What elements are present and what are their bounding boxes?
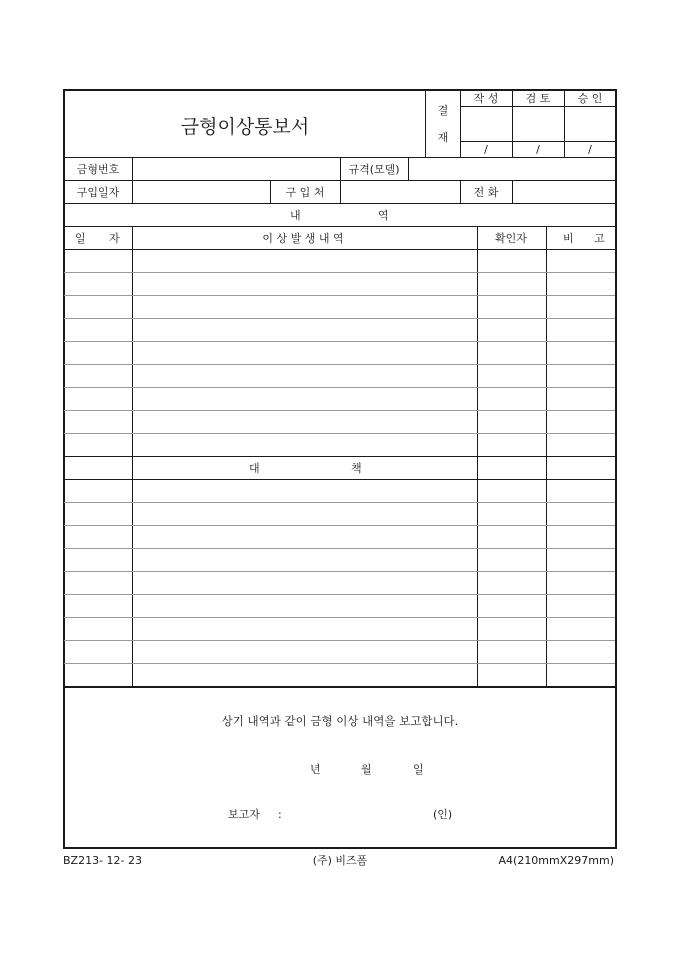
page-title: 금형이상통보서 — [180, 116, 310, 138]
company-name: (주) 비즈폼 — [312, 854, 368, 867]
col-note-char2: 고 — [594, 232, 605, 245]
info-row-line-3 — [63, 203, 617, 204]
mold-no-label: 금형번호 — [76, 163, 120, 176]
approval-date-author: / — [484, 143, 488, 156]
date-year-label: 년 — [310, 763, 321, 776]
seal-mark: (인) — [433, 808, 453, 821]
measures-header-top-line — [63, 456, 617, 457]
frame-top — [63, 89, 617, 91]
col-date-char2: 자 — [109, 232, 120, 245]
report-statement: 상기 내역과 같이 금형 이상 내역을 보고합니다. — [221, 714, 459, 728]
approval-role-approver: 승 인 — [577, 92, 603, 105]
phone-field[interactable] — [513, 181, 614, 202]
reporter-label: 보고자 — [228, 808, 260, 821]
approval-date-line — [460, 141, 616, 142]
vendor-label: 구 입 처 — [285, 186, 325, 199]
measures-rows-area[interactable] — [64, 480, 615, 686]
approval-role-author: 작 성 — [473, 92, 499, 105]
details-heading-left: 내 — [290, 209, 301, 222]
author-sign-box[interactable] — [461, 107, 511, 140]
purchase-date-label: 구입일자 — [76, 186, 120, 199]
spec-label-left-line — [340, 157, 341, 180]
approval-role-reviewer: 검 토 — [525, 92, 551, 105]
phone-label-left-line — [460, 180, 461, 203]
detail-rows-area[interactable] — [64, 250, 615, 456]
vendor-label-left-line — [270, 180, 271, 203]
mold-no-field[interactable] — [133, 158, 339, 179]
frame-bottom — [63, 847, 617, 849]
vendor-field[interactable] — [341, 181, 459, 202]
col-date-char1: 일 — [75, 232, 86, 245]
form-code: BZ213- 12- 23 — [63, 854, 143, 867]
col-content-header: 이 상 발 생 내 역 — [262, 232, 344, 245]
column-header-top-line — [63, 226, 617, 227]
reviewer-sign-box[interactable] — [513, 107, 563, 140]
spec-field[interactable] — [409, 158, 614, 179]
approval-date-reviewer: / — [536, 143, 540, 156]
approval-label-top: 결 — [437, 104, 449, 117]
details-heading-right: 역 — [378, 209, 389, 222]
col-note-char1: 비 — [563, 232, 574, 245]
measures-heading-right: 책 — [351, 462, 362, 475]
reporter-colon: : — [278, 808, 282, 821]
reporter-name-field[interactable] — [292, 803, 422, 825]
approval-left-border — [425, 89, 426, 157]
spec-label: 규격(모델) — [348, 163, 400, 176]
measures-heading-left: 대 — [249, 462, 260, 475]
approval-date-approver: / — [588, 143, 592, 156]
paper-size: A4(210mmX297mm) — [498, 854, 614, 867]
date-month-label: 월 — [361, 763, 372, 776]
date-day-label: 일 — [413, 763, 424, 776]
col-confirm-header: 확인자 — [495, 232, 527, 245]
approver-sign-box[interactable] — [565, 107, 615, 140]
approval-label-bottom: 재 — [437, 131, 449, 144]
footer-top-line — [63, 686, 617, 688]
phone-label: 전 화 — [473, 186, 499, 199]
purchase-date-field[interactable] — [133, 181, 269, 202]
